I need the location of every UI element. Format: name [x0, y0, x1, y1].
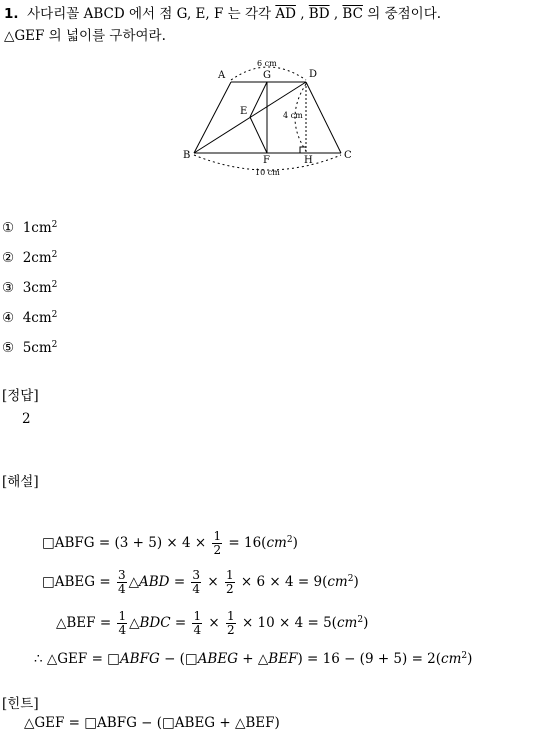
label-d: D [309, 69, 318, 80]
fraction: $\frac{1}{4}$ [193, 609, 202, 637]
segment-bc: $\overline{BC}$ [342, 6, 363, 22]
fraction: $\frac{1}{2}$ [227, 609, 235, 637]
label-g: G [263, 70, 271, 81]
choice-mark: ① [2, 220, 15, 236]
label-a: A [218, 70, 226, 81]
hint-text: △GEF = □ABFG − (□ABEG + △BEF) [24, 715, 280, 731]
edge-dc [306, 82, 341, 153]
question-line-2: △GEF 의 넓이를 구하여라. [4, 28, 166, 44]
trapezoid-figure [0, 50, 534, 235]
choice-mark: ③ [2, 280, 15, 296]
choice-mark: ④ [2, 310, 15, 326]
question-text: 사다리꼴 ABCD 에서 점 G, E, F 는 각각 [27, 6, 272, 22]
choice-3[interactable]: ③ $3cm^2$ [2, 280, 58, 296]
choice-value: 3cm [22, 280, 52, 296]
solution-eq-3: △BEF = $\frac{1}{4}$ △BDC = $\frac{1}{4}$ × $\frac{1}{2}$ × $10 \times 4 = 5(cm^2)$ [56, 609, 369, 637]
label-e: E [240, 106, 248, 117]
answer-value: 2 [22, 411, 31, 427]
fraction: $\frac{3}{4}$ [117, 568, 126, 596]
question-text-suffix: 의 중점이다. [367, 6, 442, 22]
choice-5[interactable]: ⑤ $5cm^2$ [2, 340, 58, 356]
solution-eq-1: □ABFG = (3 + 5) × 4 × $\frac{1}{2}$ = $16(cm^2)$ [42, 529, 298, 557]
segment-ef [250, 117, 267, 153]
label-c: C [344, 150, 352, 161]
choice-value: 1cm [22, 220, 52, 236]
fraction: $\frac{3}{4}$ [192, 568, 201, 596]
choice-value: 2cm [22, 250, 52, 266]
choice-value: 4cm [22, 310, 52, 326]
choice-1[interactable]: ① $1cm^2$ [2, 220, 58, 236]
question-number: 1. [4, 6, 19, 22]
answer-label: [정답] [2, 388, 39, 404]
choice-2[interactable]: ② $2cm^2$ [2, 250, 58, 266]
fraction: $\frac{1}{2}$ [225, 568, 234, 596]
solution-label: [해설] [2, 474, 39, 490]
bottom-length-label: 10 cm [255, 168, 280, 177]
fraction: $\frac{1}{2}$ [213, 529, 222, 557]
solution-eq-4: ∴ △GEF = □ABFG − (□ABEG + △BEF) = $16 - (9 + 5) = 2(cm^2)$ [34, 651, 473, 667]
height-length-label: 4 cm [283, 111, 303, 120]
label-f: F [263, 155, 270, 166]
label-b: B [183, 150, 191, 161]
label-h: H [304, 155, 313, 166]
segment-ad: $\overline{AD}$ [275, 6, 296, 22]
solution-eq-2: □ABEG = $\frac{3}{4}$ △ABD = $\frac{3}{4}$ × $\frac{1}{2}$ × $6 \times 4 = 9(cm^2)$ [42, 568, 359, 596]
choice-mark: ② [2, 250, 15, 266]
segment-bd: $\overline{BD}$ [308, 6, 330, 22]
top-length-label: 6 cm [257, 59, 277, 68]
hint-label: [힌트] [2, 696, 39, 712]
choice-4[interactable]: ④ $4cm^2$ [2, 310, 58, 326]
question-line-1: 1. 사다리꼴 ABCD 에서 점 G, E, F 는 각각 $\overline{AD}$ , $\overline{BD}$ , $\overline{BC}$ 의 중점이다. [4, 6, 442, 22]
edge-ab [194, 82, 231, 153]
choice-mark: ⑤ [2, 340, 15, 356]
choice-value: 5cm [22, 340, 52, 356]
fraction: $\frac{1}{4}$ [118, 609, 127, 637]
